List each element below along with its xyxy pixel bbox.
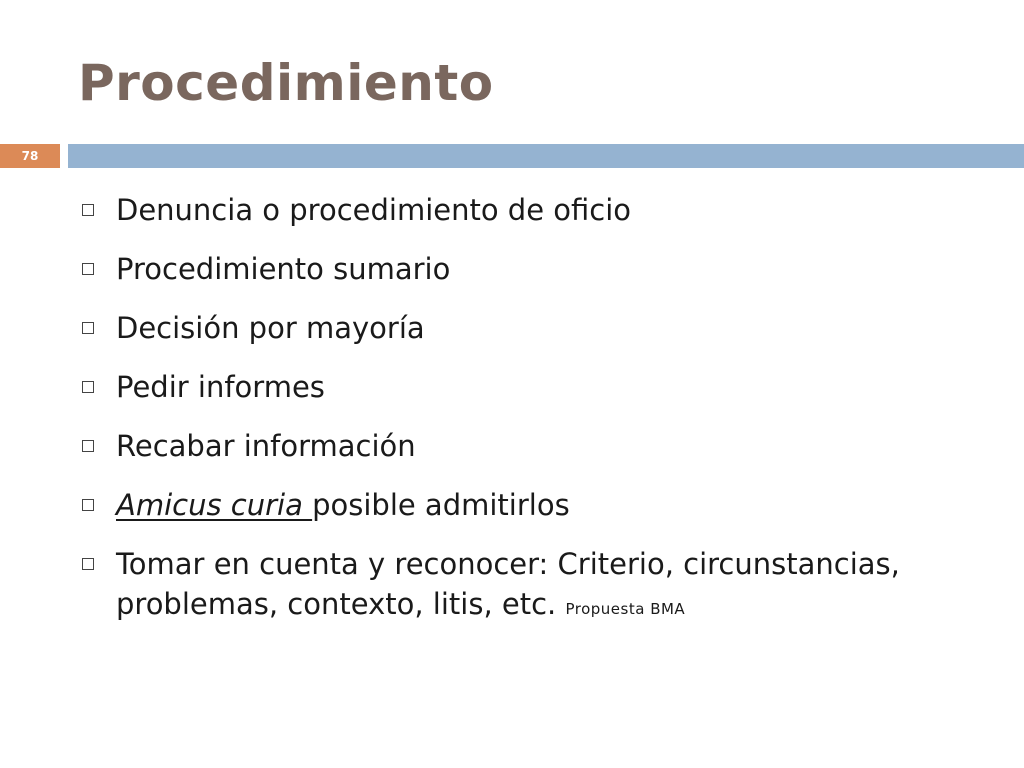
- list-item: [80, 249, 980, 289]
- hollow-square-icon: [82, 204, 94, 216]
- slide-title: Procedimiento: [78, 54, 494, 112]
- hollow-square-icon: [82, 440, 94, 452]
- bullet-text: Recabar información: [116, 429, 416, 463]
- bullet-list: [80, 190, 980, 629]
- bullet-text: Denuncia o procedimiento de oficio: [116, 193, 632, 227]
- bullet-text: Decisión por mayoría: [116, 311, 425, 345]
- hollow-square-icon: [82, 558, 94, 570]
- list-item: [80, 190, 980, 230]
- list-item: [80, 308, 980, 348]
- bullet-note: Propuesta BMA: [565, 600, 686, 618]
- slide-number: 78: [21, 149, 39, 163]
- title-rule: [68, 144, 1024, 168]
- hollow-square-icon: [82, 499, 94, 511]
- list-item: [80, 485, 980, 525]
- bullet-text: Pedir informes: [116, 370, 325, 404]
- bullet-text: Tomar en cuenta y reconocer: Criterio, circunstancias, problemas, contexto, litis, etc.: [116, 547, 900, 621]
- hollow-square-icon: [82, 263, 94, 275]
- slide-number-badge: [0, 144, 60, 168]
- list-item: [80, 544, 980, 629]
- hollow-square-icon: [82, 381, 94, 393]
- bullet-text: Procedimiento sumario: [116, 252, 451, 286]
- list-item: [80, 426, 980, 466]
- hollow-square-icon: [82, 322, 94, 334]
- bullet-text: posible admitirlos: [312, 488, 570, 522]
- bullet-emphasis: Amicus curia: [116, 488, 313, 522]
- list-item: [80, 367, 980, 407]
